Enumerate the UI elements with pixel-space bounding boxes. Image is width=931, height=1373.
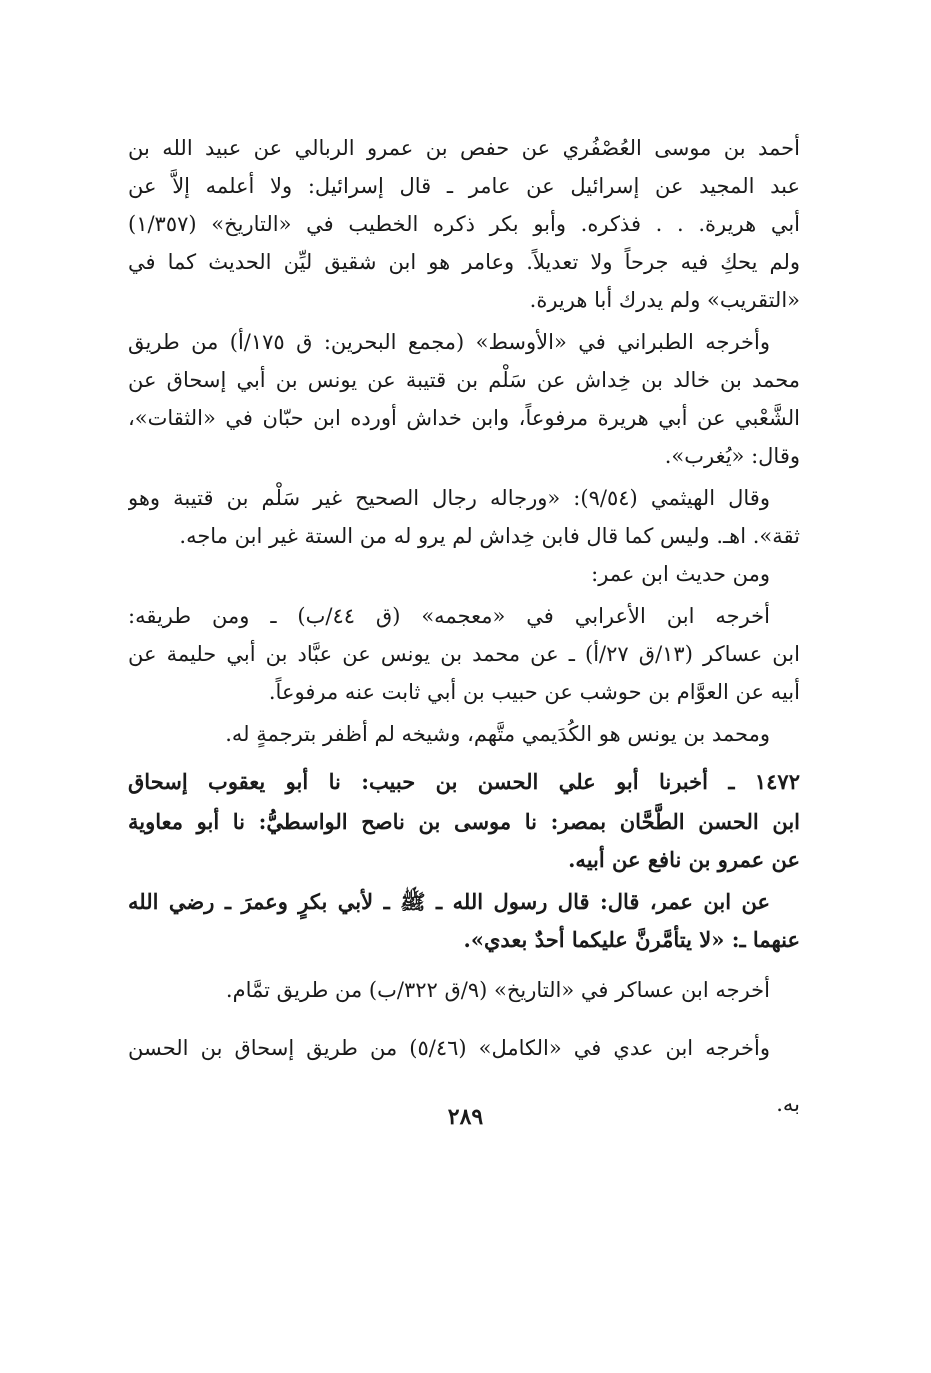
text-line: به.	[776, 1092, 800, 1116]
text-line: عبد المجيد عن إسرائيل عن عامر ـ قال إسرائيل: ولا أعلمه إلاَّ عن	[128, 174, 800, 198]
page-number: ٢٨٩	[447, 1104, 484, 1130]
text-line: وأخرجه الطبراني في «الأوسط» (مجمع البحرين: ق ١٧٥/أ) من طريق	[128, 330, 770, 354]
text-line: وقال: «يُغرب».	[664, 444, 800, 468]
text-line: ولم يحكِ فيه جرحاً ولا تعديلاً. وعامر هو ابن شقيق ليِّن الحديث كما في	[128, 250, 800, 274]
text-line: أخرجه ابن عساكر في «التاريخ» (٩/ق ٣٢٢/ب) من طريق تمَّام.	[225, 978, 770, 1002]
text-line: ابن عساكر (١٣/ق ٢٧/أ) ـ عن محمد بن يونس عن عبَّاد بن أبي حليمة عن	[128, 642, 800, 666]
text-line: ومحمد بن يونس هو الكُدَيمي متَّهم، وشيخه لم أظفر بترجمةٍ له.	[225, 722, 770, 746]
text-line: أحمد بن موسى العُصْفُري عن حفص بن عمرو الربالي عن عبيد الله بن	[128, 136, 800, 160]
text-line: الشَّعْبي عن أبي هريرة مرفوعاً، وابن خداش أورده ابن حبّان في «الثقات»،	[128, 406, 800, 430]
text-line: وأخرجه ابن عدي في «الكامل» (٥/٤٦) من طريق إسحاق بن الحسن	[128, 1036, 770, 1060]
text-line: أبي هريرة. . . فذكره. وأبو بكر ذكره الخطيب في «التاريخ» (١/٣٥٧)	[128, 212, 800, 236]
hadith-text-line: عنهما ـ: «لا يتأمَّرنَّ عليكما أحدٌ بعدي».	[463, 927, 800, 952]
text-line: ثقة». اهـ. وليس كما قال فابن خِداش لم يرو له من الستة غير ابن ماجه.	[179, 524, 800, 548]
page-body	[128, 128, 800, 1268]
hadith-chain-line: ابن الحسن الطَّحَّان بمصر: نا موسى بن ناصح الواسطيُّ: نا أبو معاوية	[128, 809, 800, 834]
text-line: محمد بن خالد بن خِداش عن سَلْم بن قتيبة عن يونس بن أبي إسحاق عن	[128, 368, 800, 392]
text-line: أخرجه ابن الأعرابي في «معجمه» (ق ٤٤/ب) ـ ومن طريقه:	[128, 604, 770, 628]
text-line: «التقريب» ولم يدرك أبا هريرة.	[529, 288, 800, 312]
text-line: ومن حديث ابن عمر:	[591, 562, 770, 586]
hadith-text-line: عن ابن عمر، قال: قال رسول الله ـ ﷺ ـ لأبي بكرٍ وعمرَ ـ رضي الله	[128, 889, 770, 914]
text-line: وقال الهيثمي (٩/٥٤): «ورجاله رجال الصحيح غير سَلْم بن قتيبة وهو	[128, 486, 770, 510]
text-line: أبيه عن العوَّام بن حوشب عن حبيب بن أبي ثابت عنه مرفوعاً.	[268, 680, 800, 704]
hadith-chain-line: عن عمرو بن نافع عن أبيه.	[568, 847, 800, 872]
hadith-chain-line: ١٤٧٢ ـ أخبرنا أبو علي الحسن بن حبيب: نا أبو يعقوب إسحاق	[128, 769, 800, 794]
